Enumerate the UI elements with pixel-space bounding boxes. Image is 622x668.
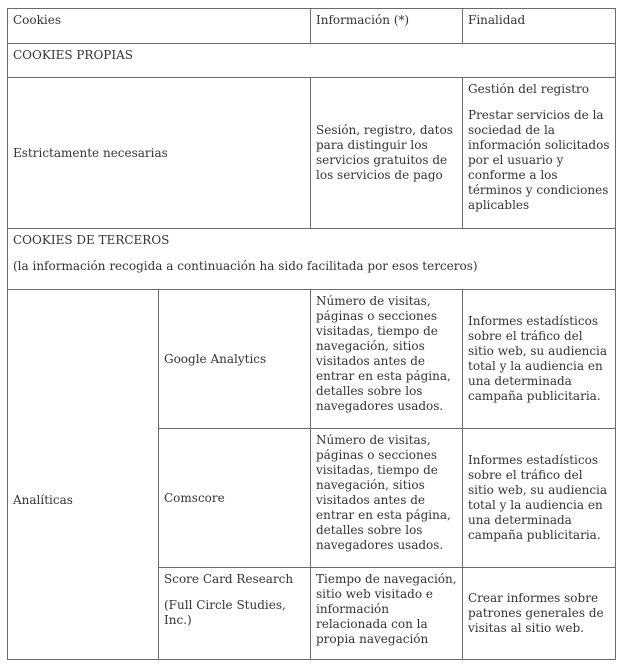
cookie-type-cell: Estrictamente necesarias [8,78,311,229]
table-row [8,290,616,429]
header-cookies: Cookies [8,9,311,44]
section-row-third-party [8,229,616,290]
category-cell [8,290,159,660]
provider-name: Score Card Research [164,572,294,586]
information-cell: Número de visitas, páginas o secciones visitadas, tiempo de navegación, sitios visitados antes de entrar en esta página, detalles sobre los navegadores usados. [311,429,463,568]
section-title-third: COOKIES DE TERCEROS [13,233,170,247]
category-label: Analíticas [13,493,73,507]
purpose-cell [463,78,616,229]
information-cell: Número de visitas, páginas o secciones visitadas, tiempo de navegación, sitios visitados antes de entrar en esta página, detalles sobre los navegadores usados. [311,290,463,429]
purpose-cell: Informes estadísticos sobre el tráfico del sitio web, su audiencia total y la audiencia en una determinada campaña publicitaria. [463,290,616,429]
table-row [8,78,616,229]
table-header-row [8,9,616,44]
purpose-cell: Informes estadísticos sobre el tráfico del sitio web, su audiencia total y la audiencia en una determinada campaña publicitaria. [463,429,616,568]
provider-note: (Full Circle Studies, Inc.) [164,598,286,627]
provider-cell [159,429,311,568]
header-information: Información (*) [311,9,463,44]
cookies-table-container [7,8,615,660]
provider-cell [159,290,311,429]
information-cell: Sesión, registro, datos para distinguir los servicios gratuitos de los servicios de pago [311,78,463,229]
purpose-text: Prestar servicios de la sociedad de la información solicitados por el usuario y conforme a los términos y condiciones aplicables [468,108,610,212]
section-third-party-cell [8,229,616,290]
provider-name: Comscore [164,490,225,505]
section-title-own: COOKIES PROPIAS [8,44,616,78]
cookies-table [7,8,616,660]
provider-cell [159,568,311,660]
section-row-own-cookies [8,44,616,78]
provider-name: Google Analytics [164,351,267,366]
purpose-cell: Crear informes sobre patrones generales de visitas al sitio web. [463,568,616,660]
section-note-third: (la información recogida a continuación ha sido facilitada por esos terceros) [13,259,478,273]
header-purpose: Finalidad [463,9,616,44]
purpose-title: Gestión del registro [468,82,590,96]
information-cell: Tiempo de navegación, sitio web visitado e información relacionada con la propia navegación [311,568,463,660]
